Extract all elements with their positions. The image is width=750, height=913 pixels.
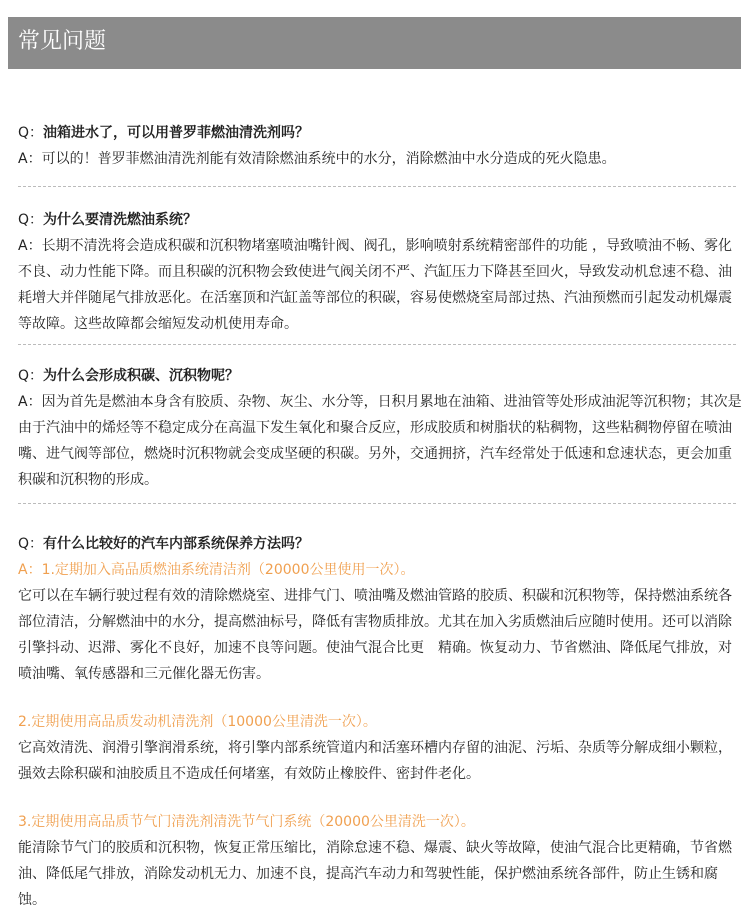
- divider: [18, 344, 736, 345]
- method-2-title: 2.定期使用高品质发动机清洗剂（10000公里清洗一次）。: [18, 714, 377, 730]
- question-text: 为什么要清洗燃油系统？: [43, 212, 198, 228]
- question-1: [18, 120, 744, 146]
- answer-3: A：因为首先是燃油本身含有胶质、杂物、灰尘、水分等，日积月累地在油箱、进油管等处形成油泥等沉积物；其次是由于汽油中的烯烃等不稳定成分在高温下发生氧化和聚合反应，形成胶质和树脂状的粘稠物，这些粘稠物停留在喷油嘴、进气阀等部位，燃烧时沉积物就会变成坚硬的积碳。另外，交通拥挤，汽车经常处于低速和怠速状态，更会加重积碳和沉积物的形成。: [18, 394, 742, 488]
- question-2: [18, 207, 744, 233]
- spacer: [18, 787, 744, 809]
- spacer: [18, 687, 744, 709]
- faq-item-2: [18, 207, 744, 337]
- divider: [18, 503, 736, 504]
- method-1-title: A：1.定期加入高品质燃油系统清洁剂（20000公里使用一次）。: [18, 562, 415, 578]
- faq-item-1: [18, 120, 744, 172]
- answer-1: A：可以的！普罗菲燃油清洗剂能有效清除燃油系统中的水分，消除燃油中水分造成的死火隐患。: [18, 151, 616, 167]
- question-prefix: Q：: [18, 536, 44, 552]
- faq-item-4: [18, 531, 744, 913]
- answer-2: A：长期不清洗将会造成积碳和沉积物堵塞喷油嘴针阀、阀孔，影响喷射系统精密部件的功能 ，导致喷油不畅、雾化不良、动力性能下降。而且积碳的沉积物会致使进气阀关闭不严、汽缸压力下降甚至回火，导致发动机怠速不稳、油耗增大并伴随尾气排放恶化。在活塞顶和汽缸盖等部位的积碳，容易使燃烧室局部过热、汽油预燃而引起发动机爆震等故障。这些故障都会缩短发动机使用寿命。: [18, 238, 733, 332]
- question-text: 有什么比较好的汽车内部系统保养方法吗？: [43, 536, 310, 552]
- method-3-title: 3.定期使用高品质节气门清洗剂清洗节气门系统（20000公里清洗一次）。: [18, 814, 475, 830]
- method-2-body: 它高效清洗、润滑引擎润滑系统，将引擎内部系统管道内和活塞环槽内存留的油泥、污垢、杂质等分解成细小颗粒，强效去除积碳和油胶质且不造成任何堵塞，有效防止橡胶件、密封件老化。: [18, 740, 732, 782]
- method-1-body: 它可以在车辆行驶过程有效的清除燃烧室、进排气门、喷油嘴及燃油管路的胶质、积碳和沉积物等，保持燃油系统各部位清洁，分解燃油中的水分，提高燃油标号，降低有害物质排放。尤其在加入劣质燃油后应随时使用。还可以消除引擎抖动、迟滞、雾化不良好，加速不良等问题。使油气混合比更 精确。恢复动力、节省燃油、降低尾气排放，对喷油嘴、氧传感器和三元催化器无伤害。: [18, 588, 732, 682]
- question-prefix: Q：: [18, 125, 44, 141]
- question-text: 为什么会形成积碳、沉积物呢？: [43, 368, 240, 384]
- method-3-body: 能清除节气门的胶质和沉积物，恢复正常压缩比，消除怠速不稳、爆震、缺火等故障，使油气混合比更精确，节省燃油、降低尾气排放，消除发动机无力、加速不良，提高汽车动力和驾驶性能，保护燃油系统各部件，防止生锈和腐蚀。: [18, 840, 732, 908]
- question-3: [18, 363, 744, 389]
- question-prefix: Q：: [18, 212, 44, 228]
- faq-header-bar: [8, 17, 741, 69]
- question-prefix: Q：: [18, 368, 44, 384]
- divider: [18, 186, 736, 187]
- question-4: [18, 531, 744, 557]
- faq-item-3: [18, 363, 744, 493]
- question-text: 油箱进水了，可以用普罗菲燃油清洗剂吗？: [43, 125, 310, 141]
- page-title: 常见问题: [18, 29, 107, 54]
